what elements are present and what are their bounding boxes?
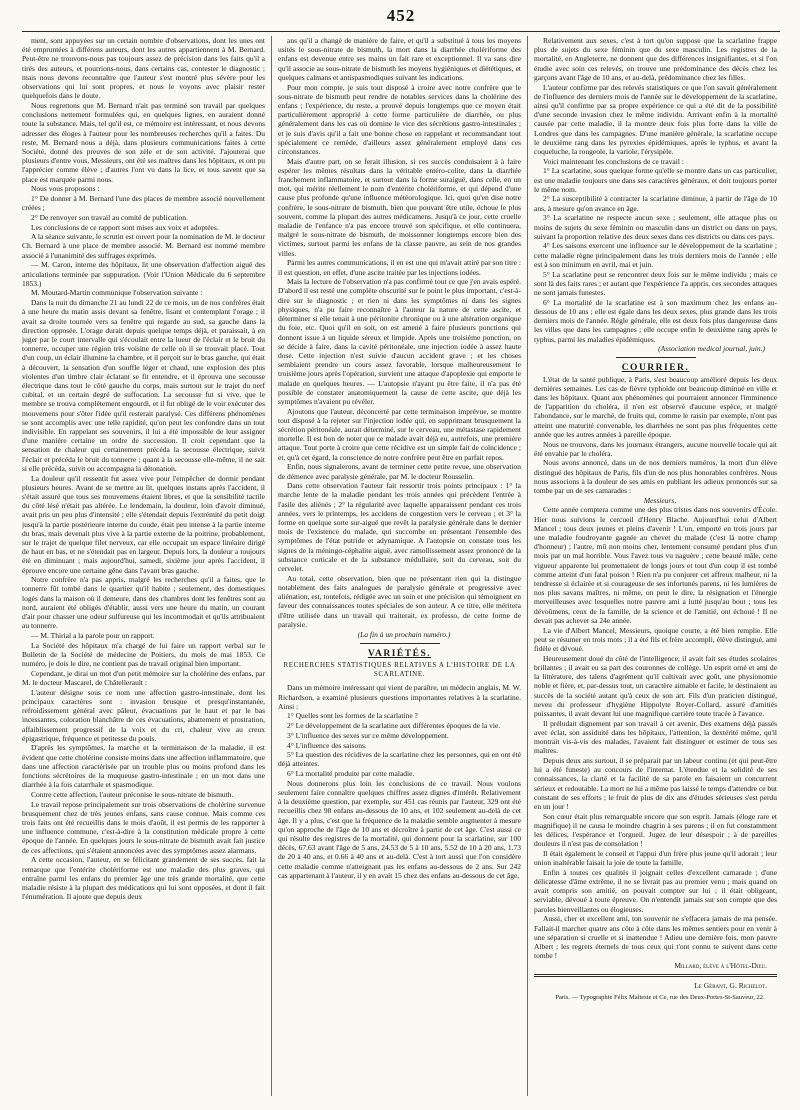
continued-note: (La fin à un prochain numéro.) (357, 629, 451, 639)
paragraph: Nous donnerons plus loin les conclusions de ce travail. Nous voulons seulement faire connaître quelques chiffres assez dignes d'intérêt. Relativement à la deuxième question, par exemple, sur 451 cas réunis par l'auteur, 329 ont été recueillis chez 98 enfans au-dessous de 10 ans, et 102 seulement au-delà de cet âge. Il y a plus, c'est que la fréquence de la maladie semble augmenter à mesure qu'on approche de l'âge de 10 ans et décroître à partir de cet âge. C'est aussi ce qui résulte des registres de la mortalité, qui donnent pour la scarlatine, sur 100 décès, 67.63 avant l'âge de 5 ans, 24.53 de 5 à 10 ans, 5.52 de 10 à 20 ans, 1.73 de 20 à 40 ans, et 0.66 à 40 ans et au-delà. C'est à tort aussi que l'on considère cette maladie comme n'atteignant pas les enfans au-dessous de 2 ans. Sur 242 cas appartenant à l'auteur, il y en avait 15 chez des enfans au-dessous de cet âge, (278, 778, 521, 880)
footer-rule (534, 974, 777, 977)
paragraph: Relativement aux sexes, c'est à tort qu'on suppose que la scarlatine frappe plus de sujets du sexe féminin que du sexe masculin. Les registres de la mortalité, en Angleterre, ne donnent que des différences insignifiantes, et si l'on étudie avec soin ces relevés, on trouve une prédominance des décès chez les garçons avant l'âge de 10 ans, et au-delà, prédominance chez les filles. (534, 36, 777, 82)
paragraph: — M. Caron, interne des hôpitaux, lit une observation d'affection aiguë des articulations terminée par suppuration. (Voir l'Union Médicale du 6 septembre 1853.) (22, 260, 265, 288)
paragraph: Pour mon compte, je suis tout disposé à croire avec notre confrère que le sous-nitrate de bismuth peut rendre de notables services dans la cholérine des enfans ; l'expérience, du reste, a prouvé depuis longtemps que ce moyen était particulièrement approprié à cette forme particulière de diarrhée, ou plus généralement dans les cas où domine le vice des sécrétions gastro-intestinales ; et je suis d'avis qu'il a fait une bonne chose en rappelant et recommandant tout spécialement ce remède, d'ailleurs assez généralement employé dans ces circonstances. (278, 82, 521, 156)
column-2-scarlatine (278, 683, 521, 880)
column-2 (278, 36, 521, 1096)
paragraph: Dans la nuit du dimanche 21 au lundi 22 de ce mois, un de nos confrères était à une heure du matin assis devant sa fenêtre, lisant et contemplant l'orage ; il avait sa droite tournée vers sa fenêtre qui regarde au sud, sa gauche dans la direction opposée. L'orage durait depuis quelque temps déjà, et paraissait, à en juger par le court intervalle qui s'écoulait entre la lueur de l'éclair et le bruit du tonnerre, occuper une région très voisine de celle où il se trouvait placé. Tout d'un coup, un éclair illumine la chambre, et il perçoit sur le bras gauche, qui était à découvert, la sensation d'un souffle léger et chaud, une explosion des plus violentes d'un timbre clair éclatant se fit entendre, et il éprouva une secousse électrique dans tout le côté gauche du corps, mais surtout sur le trajet du nerf cubital, et un certain degré de suffocation. La secousse fut si vive, que le membre se trouva complètement engourdi, et il fut obligé de le voir exécuter des mouvemens pour s'ôter l'idée qu'il resterait paralysé. Ces différens phénomènes se sont accomplis avec une telle rapidité, qu'on peut les confondre dans un tout indivisible. En rappelant ses souvenirs, il lui a été impossible de leur assigner d'une manière certaine un ordre de succession. Il croit cependant que la sensation de chaleur qui certainement précéda la secousse électrique, suivit l'éclair et précéda le bruit du tonnerre ; quant à la secousse elle-même, il ne sait si elle précéda, suivit ou accompagna la détonation. (22, 298, 265, 473)
paragraph: 4° Les saisons exercent une influence sur le développement de la scarlatine ; cette maladie règne principalement dans les trois derniers mois de l'année ; elle est à son minimum en avril, mai et juin. (534, 241, 777, 269)
column-3-eulogy (534, 505, 777, 960)
manager-signature: Le Gérant, G. Richelot. (694, 981, 767, 991)
paragraph: Son cœur était plus remarquable encore que son esprit. Jamais (éloge rare et magnifique) il ne causa le moindre chagrin à ses parens ; il en fut constamment les délices, l'espérance et l'orgueil. Jugez de leur désespoir ; à de pareilles douleurs il n'est pas de consolation ! (534, 811, 777, 849)
paragraph: L'auteur désigne sous ce nom une affection gastro-intestinale, dont les principaux caractères sont : invasion brusque et presqu'instantanée, refroidissement général avec pâleur, évacuations par le haut et par le bas incessantes, coloration blanchâtre de ces évacuations, abattement et prostration, affaiblissement progressif de la voix et du cri, chaleur vive au creux épigastrique, fréquence et petitesse du pouls. (22, 687, 265, 743)
paragraph: 3° La scarlatine ne respecte aucun sexe ; seulement, elle attaque plus ou moins de sujets du sexe féminin ou masculin dans un district ou dans un pays, suivant la proportion relative des deux sexes dans ces districts ou dans ces pays. (534, 213, 777, 241)
column-3 (534, 36, 777, 1096)
paragraph: Nous ne trouvons, dans les journaux étrangers, aucune nouvelle locale qui ait été envahie par le choléra. (534, 439, 777, 458)
paragraph: Aussi, cher et excellent ami, ton souvenir ne s'effacera jamais de ma pensée. Fallait-il marcher quatre ans côte à côte dans les mêmes sentiers pour en venir à une séparation si cruelle et si inattendue ! Adieu une dernière fois, mon pauvre Albert ; les regrets éternels de tous ceux qui t'ont connu te suivent dans cette tombe ! (534, 914, 777, 961)
paragraph: Il préludait dignement par son travail à cet avenir. Des examens déjà passés avec éclat, son assiduité dans les hôpitaux, l'attention, la dextérité même, qu'il montrait vis-à-vis des malades, l'avaient fait distinguer et estimer de tous ses maîtres. (534, 718, 777, 756)
paragraph: Le travail repose principalement sur trois observations de cholérine survenue brusquement chez de très jeunes enfans, sans cause connue. Mais comme ces trois faits ont été recueillis dans le mois d'août, il est permis de les rapporter à une influence commune, c'est-à-dire à la constitution médicale propre à cette époque de l'année. En quelques jours le sous-nitrate de bismuth avait fait justice de ces affections, qui s'étaient annoncées avec des symptômes assez alarmans. (22, 799, 265, 855)
section-divider (360, 643, 440, 644)
paragraph: La Société des hôpitaux m'a chargé de lui faire un rapport verbal sur le Bulletin de la Société de médecine de Poitiers, du mois de mai 1853. Ce numéro, je dois le dire, ne contient pas de travail original bien important. (22, 640, 265, 669)
section-divider-2 (616, 357, 696, 358)
paragraph: Notre confrère n'a pas appris, malgré les recherches qu'il a faites, que le tonnerre fût tombé dans le quartier qu'il habite ; seulement, des domestiques logés dans la maison où il demeure, dans des chambres dont les fenêtres sont au nord, auraient été obligés d'établir, aussi vers une heure du matin, un courant d'air pour chasser une odeur sulfureuse qui les incommodait et qu'ils attribuaient au tonnerre. (22, 575, 265, 631)
paragraph: 2° Le développement de la scarlatine aux différentes époques de la vie. (287, 721, 501, 731)
paragraph: 4° L'influence des saisons. (287, 740, 367, 750)
paragraph: L'auteur confirme par des relevés statistiques ce que l'on savait généralement de l'influence des derniers mois de l'année sur le développement de la scarlatine, ainsi qu'il confirme par sa propre expérience ce qui a été dit de la possibilité d'une seconde invasion chez le même individu. Arrivant enfin à la mortalité causée par cette maladie, il la montre deux fois plus forte dans la ville de Londres que dans les campagnes. D'une manière générale, la scarlatine occupe le deuxième rang dans les pyrexies épidémiques, après le typhus, et avant la coqueluche, la rougeole, la variole, l'érysipèle. (534, 82, 777, 156)
paragraph: 6° La mortalité produite par cette maladie. (287, 769, 415, 779)
paragraph: Cependant, je dirai un mot d'un petit mémoire sur la cholérine des enfans, par M. le docteur Mascarel, de Châtellerault : (22, 668, 265, 688)
paragraph: ment, sont appuyées sur un certain nombre d'observations, dont les unes ont été empruntées à différens auteurs, dont les autres appartiennent à M. Bernard. Peut-être ne trouvons-nous pas toujours assez de précision dans les faits qu'il a tirés des auteurs, et pourrions-nous, dans certains cas, contester le diagnostic ; mais nous devons reconnaître que l'auteur s'est montré plus sévère pour les observations qui lui sont propres, et nous le voyons avec plaisir rester quelquefois dans le doute. (22, 36, 265, 101)
paragraph: Contre cette affection, l'auteur préconise le sous-nitrate de bismuth. (31, 789, 234, 799)
paragraph: La douleur qu'il ressentit fut assez vive pour l'empêcher de dormir pendant plusieurs heures. Avant de se mettre au lit, quelques instans après l'accident, il s'était assuré que tous ses mouvemens étaient libres, et que la sensibilité tactile du côté lésé n'était pas altérée. Le lendemain, la douleur, loin d'avoir diminué, avait pris un peu plus d'intensité ; elle s'étendait depuis l'extrémité du petit doigt jusqu'à la partie postérieure interne du coude, était peu intense à la partie interne du bras, mais devenait plus vive à la partie externe de la poitrine, probablement, sur le trajet de quelque filet nerveux, car elle occupait un espace linéaire dirigé de haut en bas, et ne s'étendait pas en largeur. Depuis lors, la douleur a toujours été en diminuant ; mais aujourd'hui, samedi, sixième jour après l'accident, il éprouve encore une certaine gêne dans l'avant bras gauche. (22, 473, 265, 575)
paragraph: Ajoutons que l'auteur, déconcerté par cette terminaison imprévue, se montre tout disposé à la rejeter sur l'injection iodée qui, en supprimant brusquement la sécrétion péritonéale, aurait déterminé, sur le cerveau, une métastase rapidement mortelle. Il est bon de noter que ce malade avait déjà eu, autrefois, une première attaque. Tout porte à croire que cette récidive est un simple fait de coïncidence ; et, qu'à cet égard, la conscience de notre confrère peut être en parfait repos. (278, 406, 521, 462)
column-divider-1 (271, 36, 272, 1096)
section-title-varietes: VARIÉTÉS. (367, 648, 432, 659)
column-3-courrier (534, 375, 777, 496)
paragraph: 3° L'influence des sexes sur ce même développement. (287, 730, 449, 740)
paragraph: Dans cette observation l'auteur fait ressortir trois points principaux : 1° la marche lente de la maladie pendant les trois années qui précèdent l'entrée à l'asile des aliénés ; 2° la régularité avec laquelle apparaissent pendant ces trois années, vers le printemps, les accidens de congestion vers le cerveau ; et 3° la forme en quelque sorte sur-aiguë que revêt la paralysie générale dans le dernier mois de l'existence du malade, qui succombe en présentant l'ensemble des symptômes de l'état putride et adynamique. A l'autopsie on constate tous les signes de la méningo-céphalite aiguë, avec ramollissement assez prononcé de la substance corticale et de la substance médullaire, soit du cerveau, soit du cervelet. (278, 481, 521, 574)
paragraph: 5° La question des récidives de la scarlatine chez les personnes, qui en ont été déjà atteintes. (278, 750, 521, 769)
paragraph: Au total, cette observation, bien que ne présentant rien qui la distingue notablement des faits analogues de paralysie générale et progressive avec aliénation, est, toutefois, rédigée avec un soin et une précision qui témoignent en faveur des connaissances toutes spéciales de son auteur. A ce titre, elle méritera d'être utilisée dans un travail qui traiterait, ex professo, de cette forme de paralysie. (278, 573, 521, 629)
paragraph: 5° La scarlatine peut se rencontrer deux fois sur le même individu ; mais ce sont là des faits rares ; et autant que l'expérience l'a appris, ces secondes attaques ne sont jamais funestes. (534, 269, 777, 297)
paragraph: Cette année comptera comme une des plus tristes dans nos souvenirs d'École. Hier nous suivions le cercueil d'Henry Blache. Aujourd'hui celui d'Albert Mancel ; tous deux jeunes et pleins d'avenir ! L'un, emporté en trois jours par une maladie foudroyante gagnée au chevet du malade (c'est là notre champ d'honneur) ; l'autre, mû non moins cher, lentement consumé pendant plus d'un mois par un mal horrible. Vous l'avez tous vu naguère ; cette beauté mâle, cette vigueur apparente lui promettaient de longs jours et tout d'un coup il est tombé comme atteint d'un fatal poison ! Rien n'a pu conjurer cet affreux malheur, ni la tendresse si éclairée et si courageuse de ses infortunés parens, ni les lumières de nos plus savans maîtres, ni même, on peut le dire, la résignation et l'énergie merveilleuses avec lesquelles notre pauvre ami a lutté jusqu'au bout ; tous les dévoûmens, ceux de la famille, de la science et de l'amitié, ont échoué ! Il ne devait pas achever sa 24e année. (534, 505, 777, 625)
speech-address: Messieurs, (643, 495, 677, 505)
paragraph: Enfin, nous signalerons, avant de terminer cette petite revue, une observation de démence avec paralysie générale, par M. le docteur Rousselin. (278, 462, 521, 481)
citation: (Association medical journal, juin.) (658, 344, 765, 354)
paragraph: 1° De donner à M. Bernard l'une des places de membre associé nouvellement créées ; (22, 193, 265, 213)
paragraph: Nous vous proposons : (31, 184, 100, 194)
paragraph: 1° La scarlatine, sous quelque forme qu'elle se montre dans un cas particulier, est une maladie toujours une dans ses caractères généraux, et doit toujours porter le même nom. (534, 166, 777, 194)
paragraph: La vie d'Albert Mancel, Messieurs, quoique courte, a été bien remplie. Elle peut se résumer en trois mots ; il a été fils et frère accompli, élève distingué, ami fidèle et dévoué. (534, 625, 777, 653)
paragraph: Mais d'autre part, on se ferait illusion, si ces succès conduisaient à à faire espérer les mêmes résultats dans la véritable entéro-colite, dans la diarrhée franchement inflammatoire, et surtout dans la forme suraiguë, dans celle, en un mot, qui mérite réellement le nom d'entérite cholériforme, et qui dépend d'une cause plus profonde qu'une influence météorologique. Ici, quoi qu'en dise notre confrère, le sous-nitrate de bismuth, bien que pouvant être utile, échoue le plus souvent, comme la plupart des autres médicamens. Jusqu'à ce jour, cette cruelle maladie de l'enfance n'a pas encore trouvé son spécifique, et elle continuera, malgré le sous-nitrate de bismuth, de moissonner longtemps encore bien des victimes, surtout parmi les enfans de la classe pauvre, au sein de nos grandes villes. (278, 156, 521, 258)
paragraph: M. Moutard-Martin communique l'observation suivante : (31, 288, 203, 298)
paragraph: ans qu'il a changé de manière de faire, et qu'il a substitué à tous les moyens usités le sous-nitrate de bismuth, la mort dans la diarrhée cholériforme des enfans est devenue entre ses mains un fait rare et exceptionnel. Il va sans dire qu'il associe au sous-nitrate de bismuth les moyens hygiéniques et diététiques, et quelques calmans et antispasmodiques suivant les indications. (278, 36, 521, 82)
paragraph: Heureusement doué du côté de l'intelligence, il avait fait ses études scolaires brillantes ; il avait eu sa part des couronnes de collège. Un esprit orné et ami de la littérature, des talens d'agrément qu'il cultivait avec goût, une physionomie noble et fière, et, par-dessus tout, un caractère aimable et facile, le destinaient au succès de la société autant qu'à ceux de son art. Fils d'un praticien distingué, neveu du professeur d'hygiène Hippolyte Royer-Collard, assuré d'amitiés puissantes, il avait devant lui une magnifique carrière toute tracée à l'avance. (534, 653, 777, 718)
column-divider-2 (527, 36, 528, 1096)
paragraph: D'après les symptômes, la marche et la terminaison de la maladie, il est évident que cette cholérine consiste moins dans une affection inflammatoire, que dans une affection caractérisée par un trouble plus ou moins profond dans les fonctions sécrétoires de la muqueuse gastro-intestinale ; en un mot dans une diarrhée à la fois catarrhale et spasmodique. (22, 743, 265, 790)
column-1 (22, 36, 265, 1096)
paragraph: Mais la lecture de l'observation n'a pas confirmé tout ce que j'en avais espéré. D'abord il est resté une complète obscurité sur le point le plus important, c'est-à-dire sur le diagnostic ; et rien ni dans les symptômes ni dans les signes physiques, n'a pu faire reconnaître à l'auteur la nature de cette ascite, et déterminer si elle tenait à une péritonite chronique ou à une altération organique du foie, etc. Quoi qu'il en soit, on est amené à faire plusieurs ponctions qui donnent issue à un liquide séreux et limpide. Après une troisième ponction, on se décide à faire, dans la cavité péritonéale, une injection iodée à assez haute dose. Cette injection n'est suivie d'aucun accident grave ; et les choses semblaient prendre un cours assez favorable, lorsque malheureusement le troisième jours après l'opération, survient une attaque d'apoplexie qui emporte le malade en quelques heures. — L'autopsie n'ayant pu être faite, il n'a pas été possible de constater anatomiquement la cause de cette ascite, que déjà les symptômes n'avaient pu révéler. (278, 277, 521, 406)
paragraph: A la séance suivante, le scrutin est ouvert pour la nomination de M. le docteur Ch. Bernard à une place de membre associé. M. Bernard est nommé membre associé à l'unanimité des suffrages exprimés. (22, 232, 265, 260)
paragraph: Depuis deux ans surtout, il se préparait par un labeur continu (et qui peut-être lui a été funeste) au concours de l'internat. L'étendue et la solidité de ses connaissances, la clarté et la facilité de sa parole en faisaient un concurrent sérieux et redoutable. La mort ne lui a même pas laissé le temps d'attendre ce but constant de ses efforts ; le fruit de plus de dix ans d'études sérieuses s'est perdu en un jour ! (534, 755, 777, 811)
section-title-courrier: COURRIER. (621, 363, 690, 374)
paragraph: Parmi les autres communications, il en est une qui m'avait attiré par son titre : il est question, en effet, d'une ascite traitée par les injections iodées. (278, 258, 521, 277)
page-number: 452 (386, 6, 416, 25)
paragraph: 6° La mortalité de la scarlatine est à son maximum chez les enfans au-dessous de 10 ans ; elle est égale dans les deux sexes, plus grande dans les trois derniers mois de l'année. Règle générale, elle est deux fois plus dangereuse dans les villes que dans les campagnes ; elle occupe enfin le deuxième rang après le typhus, parmi les maladies épidémiques. (534, 297, 777, 344)
column-3-conclusions (534, 36, 777, 344)
paragraph: L'état de la santé publique, à Paris, s'est beaucoup amélioré depuis les deux dernières semaines. Les cas de fièvre typhoïde ont beaucoup diminué en ville et dans les hôpitaux. Quant aux phénomènes qui pourraient annoncer l'imminence de l'apparition du choléra, il n'en est observé d'aucune espèce, et malgré l'abondance, sur le marché, de fruits qui, comme le raisin par exemple, n'ont pas atteint une maturité convenable, les diarrhées ne sont pas plus fréquentes cette année que les autres années à pareille époque. (534, 374, 777, 439)
paragraph: Nous avons annoncé, dans un de nos derniers numéros, la mort d'un élève distingué des hôpitaux de Paris, fils d'un de nos plus honorables confrères. Nous nous associons à la douleur de ses amis en publiant les adieux prononcés sur sa tombe par un de ses camarades : (534, 458, 777, 496)
paragraph: Enfin à toutes ces qualités il joignait celles d'excellent camarade ; d'une délicatesse d'âme extrême, il ne se livrait pas au premier venu ; mais quand on avait compris son amitié, on pouvait compter sur lui ; il était obligeant, serviable, dévoué à toute épreuve. On n'entendit jamais sur son compte que des paroles bienveillantes ou élogieuses. (534, 867, 777, 914)
printer-line: Paris. — Typographie Félix Malteste et Ce, rue des Deux-Portes-St-Sauveur, 22. (555, 994, 765, 1002)
paragraph: 2° La susceptibilité à contracter la scarlatine diminue, à partir de l'âge de 10 ans, à mesure qu'on avance en âge. (534, 194, 777, 213)
paragraph: Il était également le conseil et l'appui d'un frère plus jeune qu'il adorait ; leur union inaltérable faisait la joie de toute la famille. (534, 848, 777, 868)
paragraph: 1° Quelles sont les formes de la scarlatine ? (287, 711, 418, 721)
newspaper-page (22, 6, 780, 1104)
paragraph: Nous regrettons que M. Bernard n'ait pas terminé son travail par quelques conclusions nettement formulées qui, en quelques lignes, en auraient donné toute la substance. Mais, tel qu'il est, ce mémoire est intéressant, et nous devons adresser des éloges à l'auteur pour les nombreuses recherches qu'il a faites. Du reste, M. Bernard nous a déjà, dans plusieurs communications faites à cette Société, donné des preuves de son zèle et de son activité. J'ajouterai que plusieurs d'entre vous, Messieurs, ont été ses maîtres dans les hôpitaux, et ont pu l'apprécier comme élève ; d'autres l'ont vu dans la lice, et tous savent que sa place est marquée parmi nous. (22, 100, 265, 184)
paragraph: Voici maintenant les conclusions de ce travail : (543, 156, 684, 166)
paragraph: Dans un mémoire intéressant qui vient de paraître, un médecin anglais, M. W. Richardson, a examiné plusieurs questions importantes relatives à la scarlatine. Ainsi : (278, 683, 521, 711)
header-rule (22, 31, 780, 32)
paragraph: A cette occasion, l'auteur, en se félicitant grandement de ses succès, fait la remarque que l'entérite cholériforme est une maladie des plus graves, qui entraîne parmi les enfans du premier âge une très grande mortalité, que cette maladie résiste à la plupart des médications qui lui sont opposées, et dont il fait l'énumération. Il ajoute que depuis deux (22, 855, 265, 902)
paragraph: — M. Thirial a la parole pour un rapport. (31, 631, 155, 640)
section-subtitle: RECHERCHES STATISTIQUES RELATIVES A L'HISTOIRE DE LA SCARLATINE. (283, 660, 516, 679)
column-2-article (278, 36, 521, 629)
paragraph: 2° De renvoyer son travail au comité de publication. (31, 212, 188, 222)
speech-signature: Millard, élève à l'Hôtel-Dieu. (674, 960, 767, 970)
paragraph: Les conclusions de ce rapport sont mises aux voix et adoptées. (31, 222, 219, 232)
